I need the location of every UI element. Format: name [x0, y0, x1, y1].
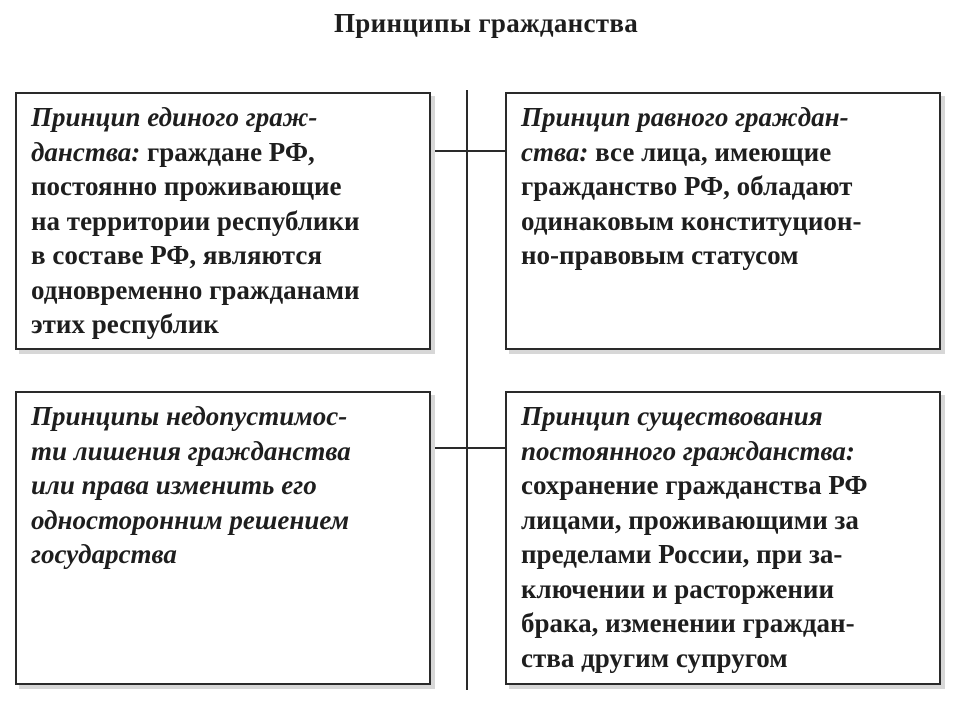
- box-text-line: [521, 537, 927, 572]
- principle-heading-text: государства: [31, 539, 177, 569]
- box-text-line: [31, 399, 417, 434]
- principle-body-text: сохранение гражданства РФ: [521, 470, 868, 500]
- box-text-line: [521, 238, 927, 273]
- principle-heading-text: ства:: [521, 136, 589, 167]
- principle-heading-text: ти лишения гражданства: [31, 435, 351, 466]
- box-text-line: [521, 204, 927, 239]
- box-text-line: [521, 100, 927, 135]
- connector-top-right: [467, 150, 505, 152]
- diagram-title: Принципы гражданства: [333, 8, 639, 38]
- connector-bottom-left: [431, 447, 467, 449]
- principle-body-text: этих республик: [31, 309, 219, 339]
- box-text-line: [521, 641, 927, 676]
- principle-body-text: в составе РФ, являются: [31, 240, 322, 270]
- principle-heading-text: или права изменить его: [31, 470, 317, 500]
- box-text-line: [521, 135, 927, 170]
- box-text-line: [31, 100, 417, 135]
- box-text-line: [31, 537, 417, 572]
- principle-body-text: одновременно гражданами: [31, 274, 360, 305]
- box-text-line: [521, 399, 927, 434]
- principle-heading-text: Принципы недопустимос-: [31, 401, 348, 431]
- box-text-line: [521, 572, 927, 607]
- connector-bottom-right: [467, 447, 505, 449]
- principle-body-text: ства другим супругом: [521, 642, 788, 673]
- principle-heading-text: Принцип единого граж-: [31, 102, 318, 132]
- principle-body-text: граждане РФ,: [140, 136, 315, 167]
- box-text-line: [31, 238, 417, 273]
- box-text-line: [31, 169, 417, 204]
- box-text-line: [31, 434, 417, 469]
- box-text-line: [31, 468, 417, 503]
- box-text-line: [31, 273, 417, 308]
- principle-heading-text: Принцип существования: [521, 401, 823, 431]
- box-text-line: [521, 606, 927, 641]
- box-text-line: [31, 135, 417, 170]
- principle-body-text: постоянно проживающие: [31, 171, 342, 201]
- principle-body-text: все лица, имеющие: [588, 136, 832, 167]
- principle-heading-text: данства:: [31, 136, 141, 167]
- principle-body-text: на территории республики: [31, 205, 360, 236]
- principle-body-text: лицами, проживающими за: [521, 504, 859, 535]
- principle-box-persistence: [505, 391, 941, 685]
- principle-box-equal: [505, 92, 941, 350]
- box-text-line: [521, 503, 927, 538]
- principle-body-text: гражданство РФ, обладают: [521, 171, 853, 201]
- box-text-line: [31, 307, 417, 342]
- principle-heading-text: постоянного гражданства:: [521, 435, 855, 466]
- principle-body-text: ключении и расторжении: [521, 573, 835, 604]
- principle-body-text: пределами России, при за-: [521, 539, 843, 569]
- connector-top-left: [431, 150, 467, 152]
- principle-heading-text: Принцип равного граждан-: [521, 102, 849, 132]
- principle-body-text: но-правовым статусом: [521, 240, 799, 270]
- connector-vertical: [466, 90, 468, 690]
- principle-heading-text: односторонним решением: [31, 504, 350, 535]
- principle-body-text: брака, изменении граждан-: [521, 608, 855, 638]
- box-text-line: [521, 434, 927, 469]
- principle-box-unified: [15, 92, 431, 350]
- principle-body-text: одинаковым конституцион-: [521, 205, 862, 236]
- box-text-line: [31, 503, 417, 538]
- box-text-line: [521, 169, 927, 204]
- box-text-line: [521, 468, 927, 503]
- box-text-line: [31, 204, 417, 239]
- principle-box-inadmissibility: [15, 391, 431, 685]
